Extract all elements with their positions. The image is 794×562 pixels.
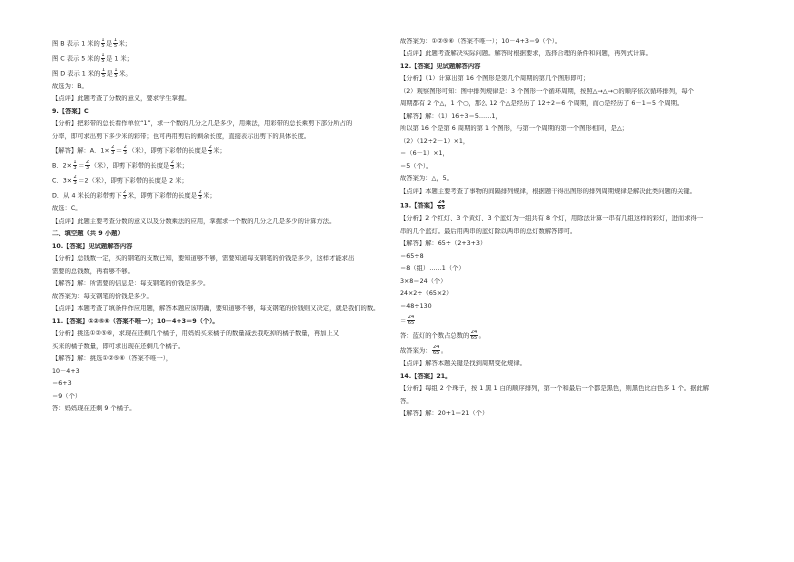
fraction-numerator: 2 [208,145,212,151]
fraction [113,38,117,49]
fraction-denominator: 3 [198,195,202,202]
fraction-denominator: 5 [101,72,106,79]
line-text: 12.【答案】见试题解答内容 [400,62,481,70]
fraction [101,53,105,64]
line-text: 故答案为：①②⑤⑥（答案不唯一）；10－4+3＝9（个）。 [400,38,562,45]
fraction-numerator: 1 [113,38,117,43]
line-text: （2）观察图形可知：图中排列规律是：3 个图形一个循环周期，按照△→△→○的顺序依次循环排列，每个 [400,87,694,95]
section-heading [52,318,388,327]
fraction [73,175,77,186]
text-line [400,138,736,147]
text-line [52,343,388,352]
fraction [170,160,174,171]
fraction-denominator: 3 [123,150,127,157]
line-text: 答：蓝灯的个数占总数的 [400,332,470,340]
text-line [400,345,736,356]
line-text: ＝ [115,147,123,155]
section-heading [52,108,388,117]
text-line [52,145,388,156]
line-text: D．从 4 米长的彩带剪下 [52,192,122,200]
line-text: 【点评】解答本题关键是找到周期变化规律。 [400,360,526,368]
text-line [400,253,736,262]
fraction [198,190,202,201]
fraction-denominator: 3 [85,165,90,172]
fraction-numerator: 1 [73,160,77,166]
fraction-numerator: 2 [111,145,115,151]
fraction-denominator: 5 [113,43,117,49]
fraction-numerator: 1 [101,38,105,43]
line-text: ＝9（个） [52,392,82,400]
line-text: 是 1 米； [106,55,133,63]
section-heading [400,200,736,211]
fraction [85,160,89,171]
fraction [123,145,127,156]
text-line [52,83,388,92]
text-line [52,355,388,364]
fraction-numerator: 24 [432,345,440,351]
line-text: 串的几个蓝灯。最后用两串的蓝灯除以两串的总灯数解答即可。 [400,227,577,235]
line-text: 【分析】总钱数一定，买的钢笔的支数已知，要知道够不够，需要知道每支钢笔的价钱是多少，这样才能求出 [52,255,355,263]
fraction-denominator: 65 [407,320,415,327]
left-column [52,38,388,418]
fraction-numerator: 24 [470,330,478,336]
text-line [400,303,736,312]
line-text: 米； [118,40,132,48]
text-line [52,53,388,64]
line-text: 【解答】解：所需要的信息是：每支钢笔的价钱是多少。 [52,280,210,288]
right-column [400,38,736,423]
line-text: ＝8（组）……1（个） [400,265,465,273]
line-text: 【分析】挑选①②⑤⑥，求现在还剩几个橘子，用妈妈买来橘子的数量减去我吃掉的橘子数量，再加上又 [52,330,340,338]
fraction-numerator: 2 [170,160,174,166]
line-text: 【点评】此题考查解决实际问题。解答时根据要求，选择合理的条件和问题，再列式计算。 [400,50,652,58]
line-text: 买来的橘子数量，即可求出现在还剩几个橘子。 [52,342,185,350]
text-line [400,330,736,341]
line-text: 分率，即可求出剪下多少米的彩带；也可再用剪后的剩余长度，直接表示出剪下的具体长度。 [52,132,311,140]
line-text: 是 [106,40,113,48]
text-line [400,125,736,134]
text-line [400,228,736,237]
line-text: 【解答】解：65÷（2+3+3） [400,240,487,248]
line-text: 【点评】本题考查了填条件作应用题，解答本题应该明确，要知道够不够，每支钢笔的价钱则又决定，就是我们的数。 [52,305,380,313]
fraction-numerator: 1 [114,67,118,73]
fraction-numerator: 2 [85,160,90,166]
line-text: 米； [175,162,189,170]
text-line [400,38,736,47]
text-line [52,205,388,214]
line-text: 【解答】解：A．1× [52,147,110,155]
line-text: 图 D 表示 1 米的 [52,70,101,78]
line-text: 图 B 表示 1 米的 [52,40,100,48]
section-heading [400,63,736,72]
fraction-denominator: 5 [101,43,105,49]
fraction-denominator: 3 [170,165,174,172]
line-text: （2）（12÷2－1）×1， [400,137,470,145]
line-text: ＝ [400,317,407,325]
text-line [52,160,388,171]
fraction [407,315,414,326]
line-text: ＝65÷8 [400,252,424,260]
line-text: 【分析】把彩带的总长看作单位“1”，求一个数的几分之几是多少，用乘法，用彩带的总长乘剪下部分所占的 [52,120,353,128]
line-text: 10.【答案】见试题解答内容 [52,242,133,250]
line-text: （米），即剪下彩带的长度是 [90,162,170,170]
line-text: 。 [440,347,448,355]
section-heading [52,243,388,252]
fraction [123,190,127,201]
fraction-numerator: 24 [407,315,415,321]
fraction-numerator: 1 [101,52,105,58]
line-text: ＝6+3 [52,380,72,388]
line-text: 所以第 16 个是第 6 周期的第 1 个图形，与第一个周期的第一个图形相同，是△； [400,125,629,133]
line-text: 答。 [400,397,413,405]
line-text: 【解答】解：20+1＝21（个） [400,410,489,418]
fraction-denominator: 5 [114,72,118,79]
text-line [52,280,388,289]
fraction [208,145,212,156]
line-text: 故选：C。 [52,205,82,213]
text-line [400,315,736,326]
fraction-numerator: 1 [101,67,106,73]
line-text: 米。 [119,70,132,78]
text-line [400,175,736,184]
line-text: 13.【答案】 [400,202,437,210]
line-text: 【点评】此题考查了分数的意义，要求学生掌握。 [52,95,191,103]
text-line [52,38,388,49]
fraction [437,200,445,211]
fraction-denominator: 3 [208,150,212,157]
text-line [400,88,736,97]
fraction-numerator: 2 [73,175,77,181]
text-line [400,163,736,172]
line-text: ＝ [78,162,85,170]
fraction [111,145,115,156]
text-line [400,150,736,159]
line-text: 图 C 表示 5 米的 [52,55,100,63]
line-text: 米； [203,192,216,200]
fraction-denominator: 5 [101,57,105,64]
line-text: 【分析】2 个红灯、3 个黄灯、3 个蓝灯为一组共有 8 个灯，用除法计算一串有几组这样的彩灯，进而求得一 [400,215,704,223]
text-line [400,385,736,394]
text-line [52,293,388,302]
line-text: 答：妈妈现在还剩 9 个橘子。 [52,405,136,413]
fraction-numerator: 2 [123,145,127,151]
fraction-denominator: 3 [73,180,77,187]
line-text: 3×8＝24（个） [400,277,447,285]
text-line [52,380,388,389]
fraction-numerator: 2 [198,190,202,196]
text-line [52,255,388,264]
fraction-denominator: 3 [73,165,77,172]
line-text: 故选为：B。 [52,82,88,90]
fraction-numerator: 24 [437,200,445,206]
line-text: 。 [478,332,485,340]
text-line [52,95,388,104]
line-text: ＝5（个）。 [400,162,433,170]
fraction [101,68,105,79]
text-line [400,240,736,249]
text-line [52,305,388,314]
fraction-numerator: 2 [123,190,127,196]
fraction [73,160,77,171]
line-text: 米，即剪下彩带的长度是 [127,192,197,200]
section-heading [52,230,388,239]
line-text: 米； [213,147,226,155]
line-text: 二、填空题（共 9 小题） [52,230,124,238]
line-text: 【分析】（1）计算出第 16 个图形是第几个周期的第几个图形即可； [400,75,590,83]
text-line [400,188,736,197]
text-line [400,290,736,299]
line-text: 故答案为：每支钢笔的价钱是多少。 [52,292,153,300]
fraction-denominator: 3 [111,150,115,157]
fraction [101,38,105,49]
line-text: 故答案为： [400,347,432,355]
text-line [52,218,388,227]
text-line [400,360,736,369]
fraction [470,330,477,341]
line-text: 【解答】解：（1）16÷3＝5……1， [400,112,502,120]
text-line [400,398,736,407]
line-text: 24×2÷（65×2） [400,290,453,298]
line-text: B．2× [52,162,72,170]
text-line [52,133,388,142]
line-text: 11.【答案】①②⑤⑥（答案不唯一）；10－4+3＝9（个）。 [52,317,219,325]
text-line [52,68,388,79]
line-text: ＝（6－1）×1， [400,150,449,158]
line-text: 故答案为：△，5。 [400,175,453,183]
line-text: ＝48÷130 [400,302,432,310]
text-line [52,190,388,201]
line-text: 【分析】每组 2 个珠子，按 1 黑 1 白的顺序排列，第一个和最后一个都是黑色，则黑色比白色多 1 个。据此解 [400,385,710,393]
fraction-denominator: 65 [470,335,478,342]
line-text: 需要的总钱数，再看够不够。 [52,267,134,275]
line-text: 【解答】解：挑选①②⑤⑥（答案不唯一）， [52,355,173,363]
text-line [52,330,388,339]
text-line [400,265,736,274]
text-line [52,120,388,129]
text-line [400,100,736,109]
line-text: 周期都有 2 个△，1 个○，那么 12 个△是经历了 12÷2＝6 个周期，而○是经历了 6－1＝5 个周期。 [400,100,684,108]
text-line [400,215,736,224]
fraction-denominator: 65 [437,205,445,212]
text-line [400,410,736,419]
fraction-denominator: 65 [432,350,440,357]
line-text: C．3× [52,177,72,185]
line-text: 9.【答案】C [52,107,89,115]
line-text: 14.【答案】21。 [400,372,452,380]
text-line [400,278,736,287]
fraction [114,68,118,79]
section-heading [400,373,736,382]
text-line [52,175,388,186]
fraction [432,345,439,356]
text-line [52,368,388,377]
text-line [400,113,736,122]
line-text: ＝2（米），即剪下彩带的长度是 2 米； [78,177,188,185]
fraction-denominator: 3 [123,195,127,202]
text-line [52,268,388,277]
line-text: 【点评】此题主要考查分数的意义以及分数乘法的应用，掌握求一个数的几分之几是多少的计算方法。 [52,217,336,225]
line-text: 10－4+3 [52,367,80,375]
line-text: （米），即剪下彩带的长度是 [128,147,208,155]
text-line [52,393,388,402]
text-line [400,75,736,84]
text-line [400,50,736,59]
line-text: 【点评】本题主要考查了事物的间隔排列规律，根据题干得出图形的排列周期规律是解决此类问题的关键。 [400,187,696,195]
text-line [52,405,388,414]
line-text: 是 [106,70,113,78]
